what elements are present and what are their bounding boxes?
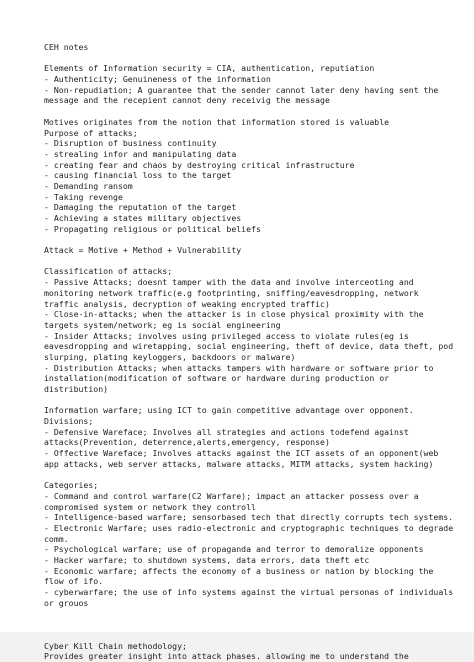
text-line: CEH notes [44,42,89,52]
text-line: eavesdropping and wiretapping, social engineering, theft of device, data theft, pod [44,341,454,352]
text-line: Elements of Information security = CIA, authentication, reputiation [44,63,375,74]
text-line: compromised system or network they controll [44,501,256,512]
blank-line [44,395,462,406]
text-line: installation(modification of software or hardware during production or [44,373,390,384]
blank-line [44,106,462,117]
text-line: message and the recepient cannot deny receivig the message [44,95,330,106]
blank-line [44,619,462,630]
text-line: Divisions; [44,416,94,427]
blank-line [44,234,462,245]
text-line: - cyberwarfare; the use of info systems against the virtual personas of individuals [44,587,454,598]
text-line: - Non-repudiation; A guarantee that the sender cannot later deny having sent the [44,84,439,95]
text-line: - Insider Attacks; involves using privileged access to violate rules(eg is [44,330,409,341]
text-line: - Propagating religious or political beliefs [44,223,261,234]
text-line: Motives originates from the notion that information stored is valuable [44,116,390,127]
text-line: Attack = Motive + Method + Vulnerability [44,245,242,256]
text-line: attacks(Prevention, deterrence,alerts,emergency, response) [44,437,330,448]
blank-line [44,630,462,641]
text-line: slurping, plating keyloggers, backdoors or malware) [44,351,296,362]
text-line: - Authenticity; Genuineness of the information [44,74,271,85]
text-line: - Disruption of business continuity [44,138,217,149]
text-line: - Close-in-attacks; when the attacker is in close physical proximity with the [44,309,424,320]
blank-line [44,608,462,619]
text-line: - Electronic Warfare; uses radio-electronic and cryptographic techniques to degrade [44,522,454,533]
text-line: - Command and control warfare(C2 Warfare); impact an attacker possess over a [44,490,419,501]
text-line: - Economic warfare; affects the economy of a business or nation by blocking the [44,565,434,576]
text-line: - Offective Wareface; Involves attacks against the ICT assets of an opponent(web [44,448,439,459]
text-line: flow of ifo. [44,576,104,587]
text-line: app attacks, web server attacks, malware attacks, MITM attacks, system hacking) [44,458,434,469]
text-line: - creating fear and chaos by destroying critical infrastructure [44,159,355,170]
text-line: Purpose of attacks; [44,127,138,138]
text-line: - causing financial loss to the target [44,170,232,181]
text-line: - strealing infor and manipulating data [44,148,237,159]
blank-line [44,53,462,64]
text-line: - Defensive Wareface; Involves all strategies and actions todefend against [44,426,409,437]
text-line: - Demanding ransom [44,180,133,191]
text-line: monitoring network traffic(e.g footprinting, sniffing/eavesdropping, network [44,287,419,298]
text-line: comm. [44,533,69,544]
text-line: Classification of attacks; [44,266,173,277]
text-line: Categories; [44,480,99,491]
text-line: - Distribution Attacks; when attacks tampers with hardware or software prior to [44,362,434,373]
text-line: Provides greater insight into attack phases. allowing me to understand the [44,651,409,662]
text-line: traffic analysis, decryption of weaking encrypted traffic) [44,298,330,309]
text-line: - Damaging the reputation of the target [44,202,237,213]
text-line: - Passive Attacks; doesnt tamper with the data and involve interceoting and [44,277,414,288]
text-line: - Taking revenge [44,191,123,202]
text-line: - Hacker warfare; to shutdown systems, data errors, data theft etc [44,555,370,565]
text-line: Cyber Kill Chain methodology; [44,640,187,651]
text-line: targets system/network; eg is social engineering [44,319,281,330]
text-line: distribution) [44,384,109,394]
text-line: or grouos [44,597,89,608]
text-line: - Psychological warfare; use of propaganda and terror to demoralize opponents [44,544,424,555]
text-line: - Achieving a states military objectives [44,213,242,223]
text-line: Information warfare; using ICT to gain competitive advantage over opponent. [44,405,414,416]
blank-line [44,470,462,481]
document-body [44,42,462,662]
blank-line [44,256,462,267]
text-line: - Intelligence-based warfare; sensorbased tech that directly corrupts tech systems. [44,512,454,523]
